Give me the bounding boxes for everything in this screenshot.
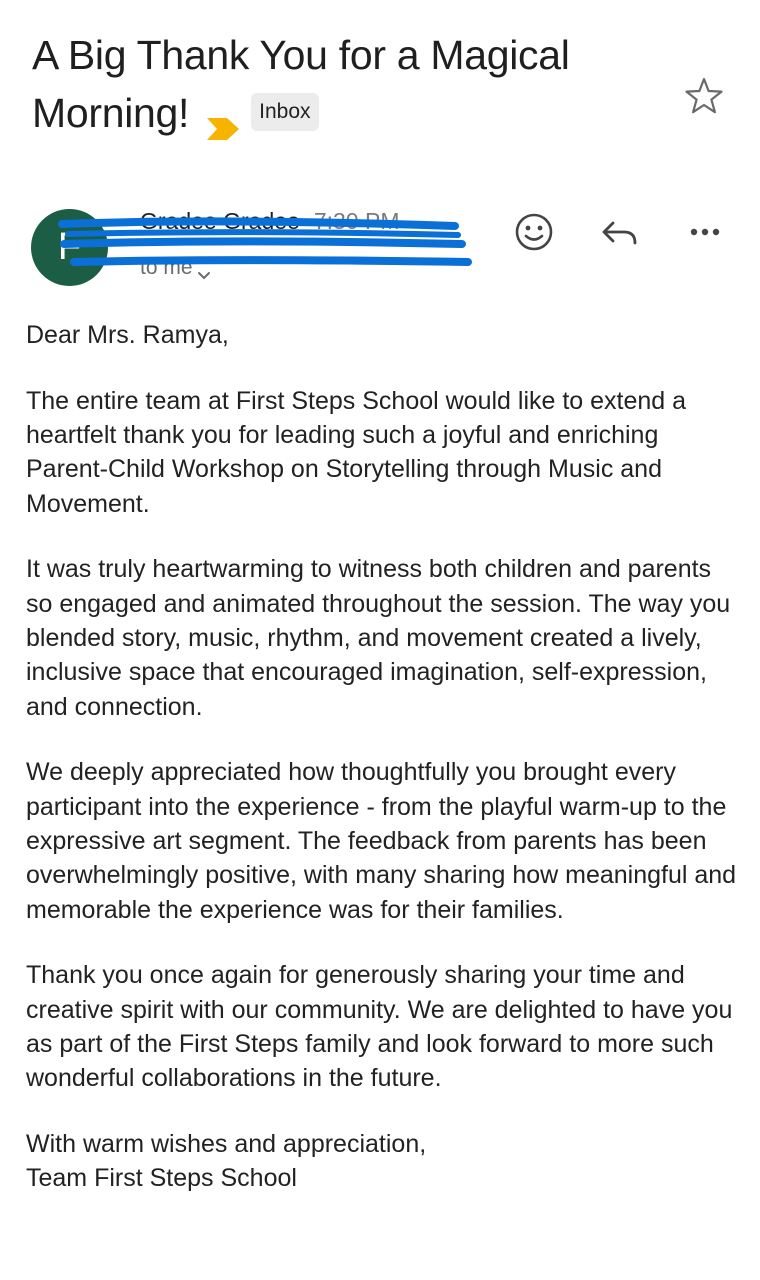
email-subject: [32, 26, 652, 142]
sent-time: 7:30 PM: [313, 208, 400, 234]
reply-icon[interactable]: [598, 210, 642, 254]
body-paragraph: It was truly heartwarming to witness both children and parents so engaged and animated throughout the session. The way you blended story, music, rhythm, and movement created a lively, inclusive space that encouraged imagination, self-expression, and connection.: [26, 555, 731, 721]
body-paragraph: Thank you once again for generously sharing your time and creative spirit with our community. We are delighted to have you as part of the First Steps family and look forward to more such wonderful collaborations in the future.: [26, 961, 733, 1093]
subject-text: A Big Thank You for a Magical Morning!: [32, 32, 570, 136]
greeting: Dear Mrs. Ramya,: [26, 321, 229, 349]
more-options-icon[interactable]: [684, 210, 728, 254]
recipient-line[interactable]: [140, 256, 211, 280]
body-paragraph: We deeply appreciated how thoughtfully you brought every participant into the experience - from the playful warm-up to the expressive art segment. The feedback from parents has been overwhelmingly positive, with many sharing how meaningful and memorable the experience was for their families.: [26, 758, 737, 924]
star-icon[interactable]: [684, 76, 724, 116]
email-body: [26, 318, 738, 1196]
inbox-label-chip[interactable]: Inbox: [251, 93, 318, 131]
closing-line: With warm wishes and appreciation,: [26, 1130, 427, 1159]
sender-name: Gradee Gradee: [140, 208, 300, 234]
sender-line[interactable]: [140, 208, 399, 235]
signature: Team First Steps School: [26, 1164, 297, 1193]
recipient-text: to me: [140, 256, 193, 279]
importance-marker-icon[interactable]: [205, 99, 241, 125]
body-paragraph: The entire team at First Steps School would like to extend a heartfelt thank you for leading such a joyful and enriching Parent-Child Workshop on Storytelling through Music and Movement.: [26, 386, 687, 518]
sender-avatar[interactable]: F: [31, 209, 108, 286]
chevron-down-icon[interactable]: [197, 263, 211, 273]
emoji-reaction-icon[interactable]: [512, 210, 556, 254]
